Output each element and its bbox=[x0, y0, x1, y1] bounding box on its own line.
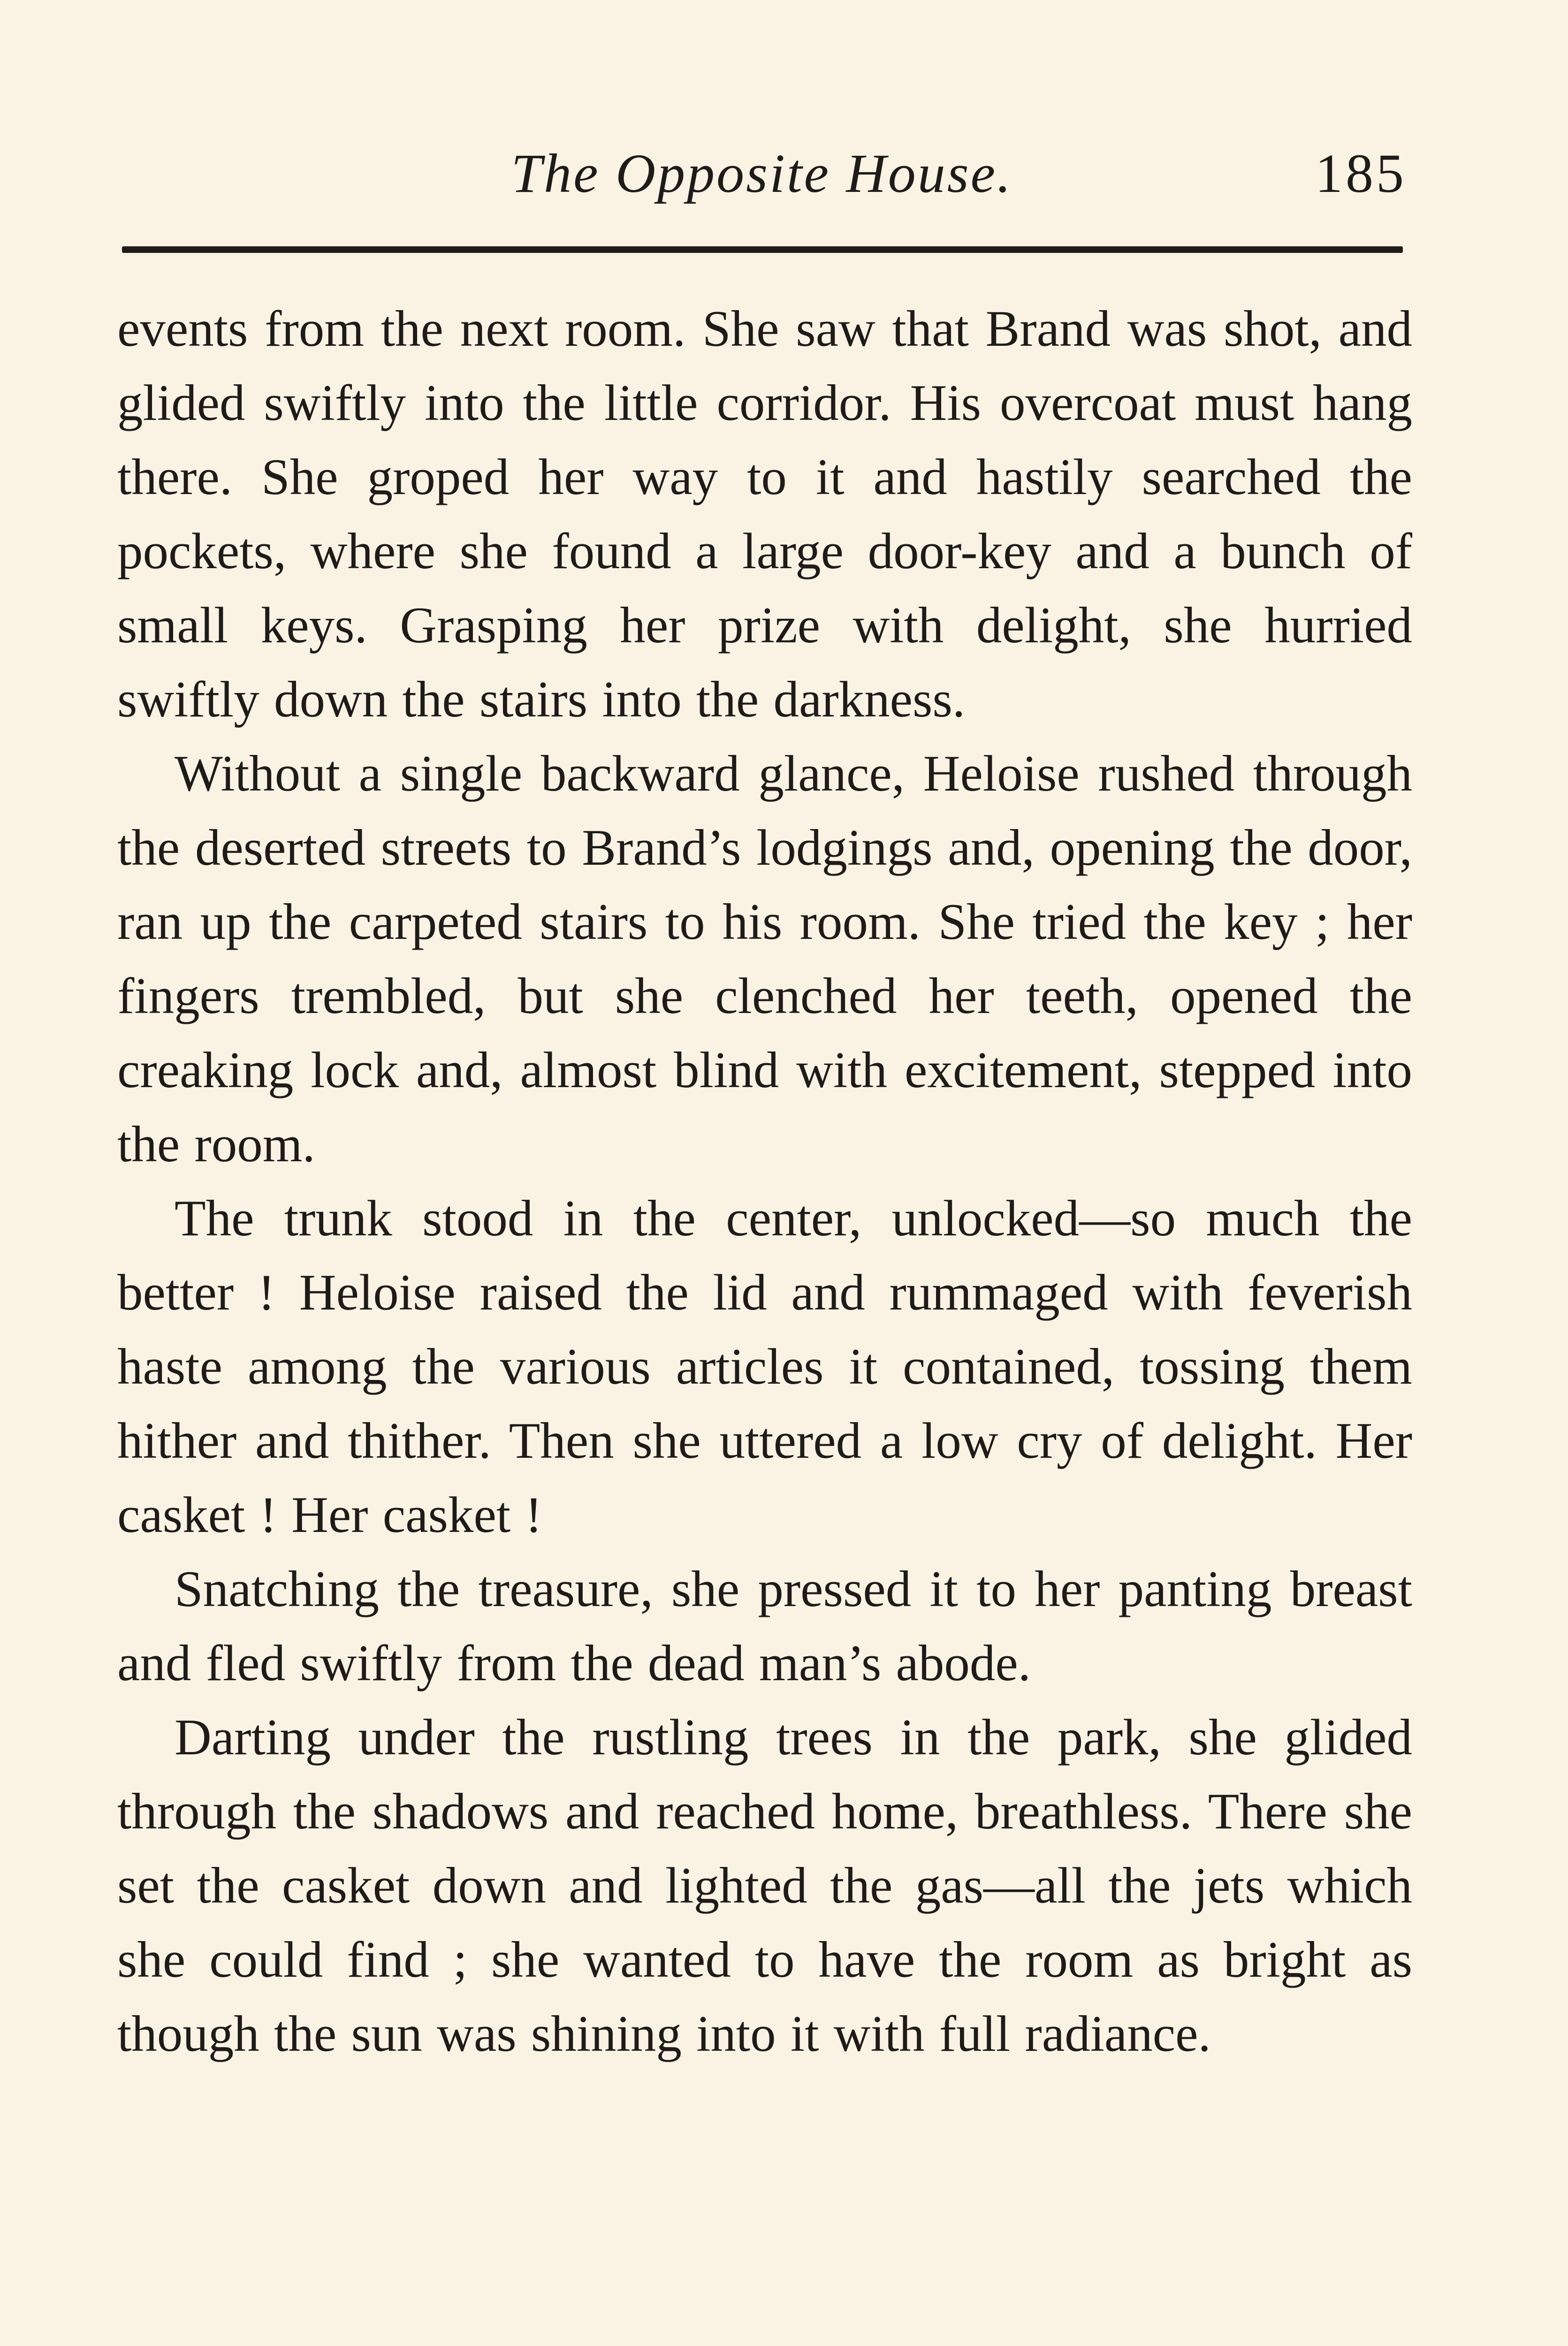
paragraph-2: Without a single backward glance, Heloise rushed through the deserted streets to Brand’s lodgings and, opening the door, ran up the carpeted stairs to his room. She tried the key ; her fingers trembled, but she clenched her teeth, opened the creaking lock and, almost blind with excitement, stepped into the room. bbox=[117, 745, 1412, 1173]
running-title: The Opposite House. bbox=[511, 143, 1013, 204]
body-text bbox=[117, 292, 1412, 2071]
paragraph-1: events from the next room. She saw that Brand was shot, and glided swiftly into the little corridor. His overcoat must hang there. She groped her way to it and hastily searched the pockets, where she found a large door-key and a bunch of small keys. Grasping her prize with delight, she hurried swiftly down the stairs into the darkness. bbox=[117, 300, 1412, 728]
header-rule bbox=[122, 246, 1403, 253]
running-head bbox=[117, 136, 1407, 211]
paragraph-3: The trunk stood in the center, unlocked—so much the better ! Heloise raised the lid and rummaged with feverish haste among the various articles it contained, tossing them hither and thither. Then she uttered a low cry of delight. Her casket ! Her casket ! bbox=[117, 1190, 1412, 1543]
page-number: 185 bbox=[1315, 143, 1407, 204]
paragraph-5: Darting under the rustling trees in the park, she glided through the shadows and reached home, breathless. There she set the casket down and lighted the gas—all the jets which she could find ; she wanted to have the room as bright as though the sun was shining into it with full radiance. bbox=[117, 1709, 1412, 2062]
paragraph-4: Snatching the treasure, she pressed it to her panting breast and fled swiftly from the dead man’s abode. bbox=[117, 1561, 1412, 1691]
